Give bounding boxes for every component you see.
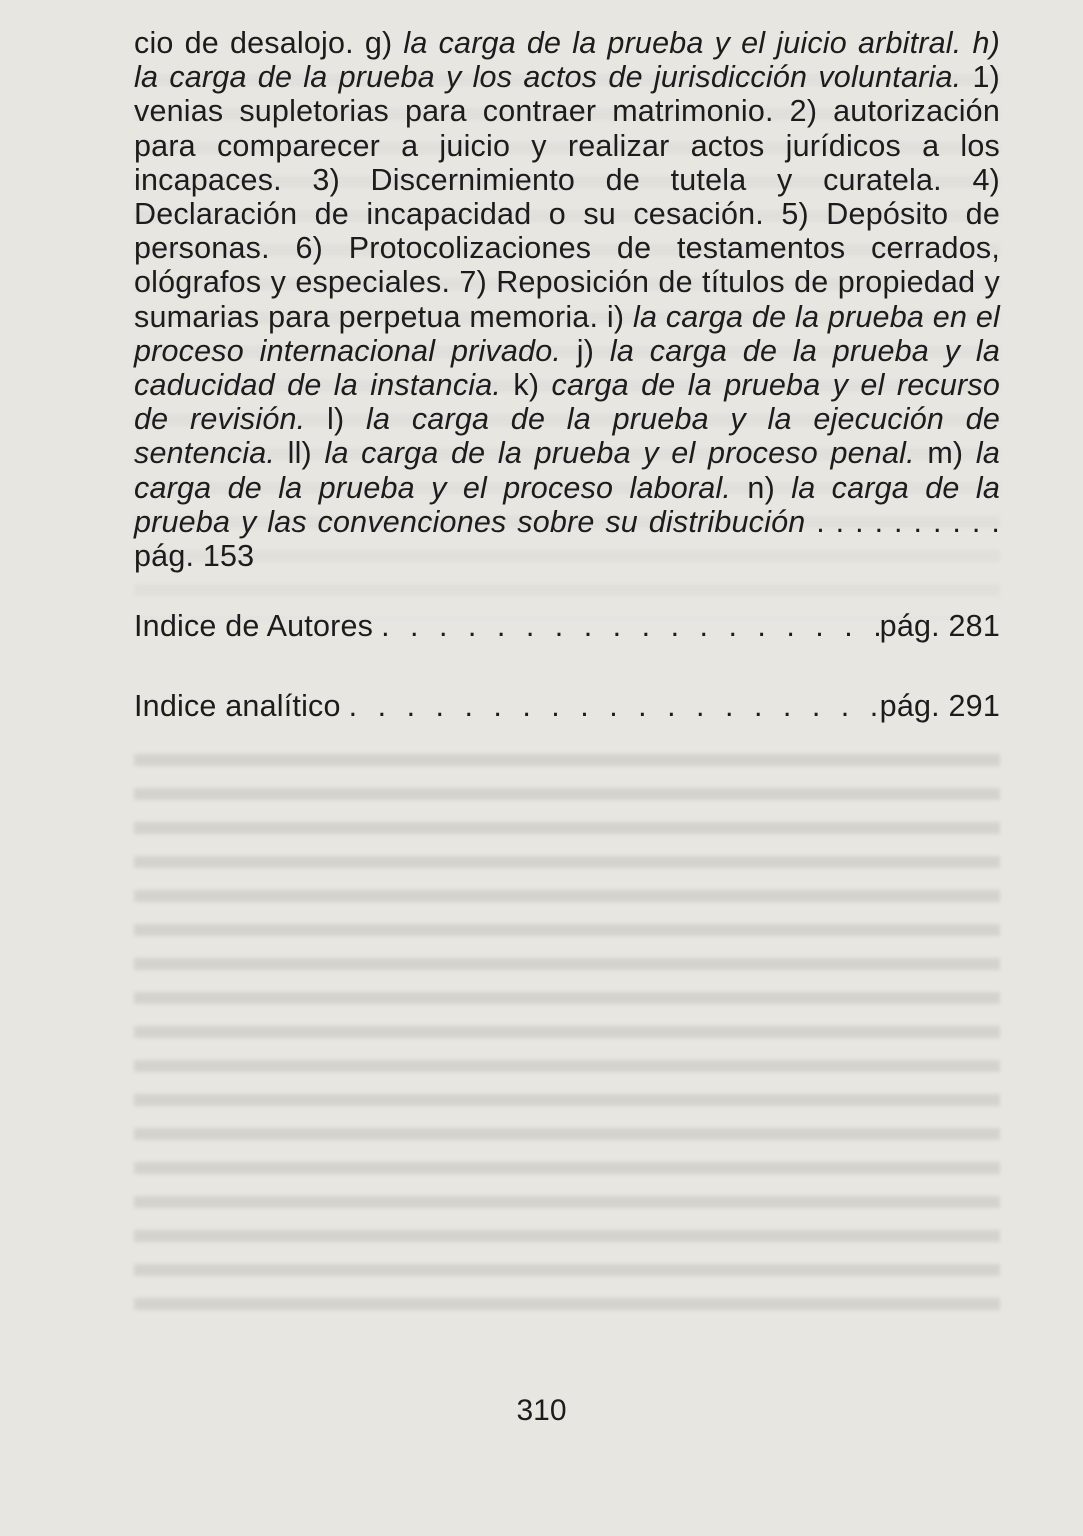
run-2: 1) venias supletorias para contraer matrimonio. 2) autorización para comparecer a juicio y realizar actos jurídicos a los incapaces. 3) Discernimiento de tutela y curatela. 4) Declaración de incapacidad o su cesación. 5) Depósito de personas. 6) Protocolizaciones de testamentos cerrados, ológrafos y especiales. 7) Reposición de títulos de propiedad y sumarias para perpetua memoria. i) [134,60,1000,334]
leader-dots [341,688,880,724]
run-7: carga de la prueba y el recurso de revisión. [134,368,1000,437]
run-4: j) [561,333,610,368]
run-1: la carga de la prueba y el juicio arbitral. h) la carga de la prueba y los actos de jurisdicción voluntaria. [134,26,1000,95]
contents-paragraph [134,26,1000,573]
run-9: la carga de la prueba y la ejecución de sentencia. [134,402,1001,471]
toc-entry-indice-de-autores [134,608,1000,644]
run-12: m) [914,436,976,471]
toc-analitico-page: pág. 291 [879,689,1000,723]
run-0: cio de desalojo. g) [134,26,404,60]
run-5: la carga de la prueba y la caducidad de la instancia. [134,333,1001,403]
run-11: la carga de la prueba y el proceso penal. [324,436,915,471]
run-8: l) [305,402,367,437]
run-3: la carga de la prueba en el proceso internacional privado. [134,299,1000,368]
run-15: la carga de la prueba y las convenciones sobre su distribución [134,470,1000,539]
toc-autores-page: pág. 281 [879,609,1000,643]
toc-analitico-label: Indice analítico [134,689,341,723]
run-14: n) [731,470,792,505]
run-13: la carga de la prueba y el proceso laboral. [134,436,1000,505]
page-number: 310 [516,1394,567,1427]
run-10: ll) [275,436,325,471]
show-through-bottom [134,740,1000,1320]
leader-dots [373,608,880,644]
run-16: . . . . . . . . . . pág. 153 [134,504,1001,574]
toc-autores-label: Indice de Autores [134,609,374,643]
toc-entry-indice-analitico [134,688,1000,724]
run-6: k) [501,368,552,403]
